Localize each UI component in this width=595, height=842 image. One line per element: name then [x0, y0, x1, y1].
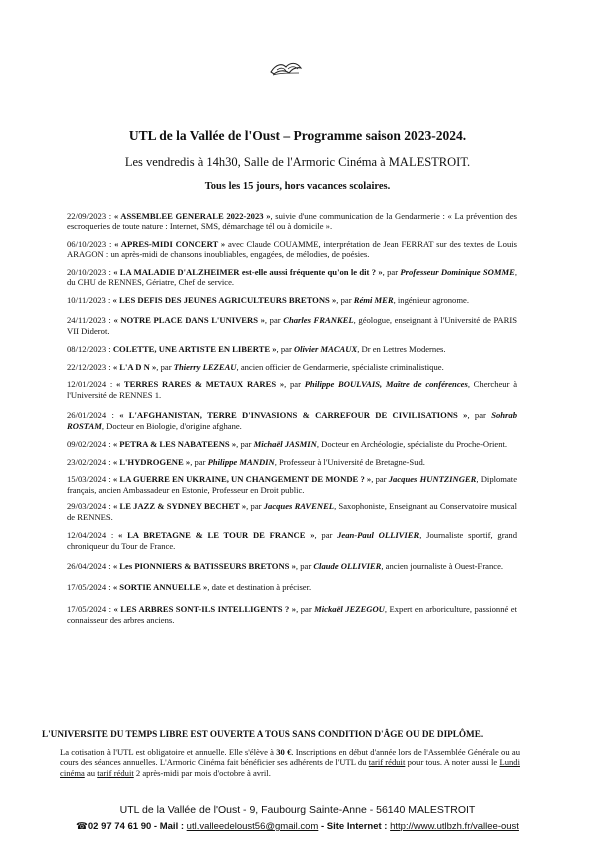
- footer-site-link[interactable]: http://www.utlbzh.fr/vallee-oust: [390, 821, 519, 832]
- membership-amount: 30 €: [276, 747, 292, 757]
- event-date: 15/03/2024 :: [67, 474, 111, 485]
- event-item: [67, 439, 517, 449]
- open-to-all-heading: L'UNIVERSITE DU TEMPS LIBRE EST OUVERTE A TOUS SANS CONDITION D'ÂGE OU DE DIPLÔME.: [42, 729, 484, 739]
- event-title: « L'AFGHANISTAN, TERRE D'INVASIONS & CARREFOUR DE CIVILISATIONS »: [119, 410, 468, 421]
- event-text: , par: [336, 294, 354, 305]
- event-date: 24/11/2023 :: [67, 315, 111, 326]
- event-details: , Docteur en Biologie, d'origine afghane.: [101, 420, 242, 431]
- event-speaker: Professeur Dominique SOMME: [400, 266, 515, 277]
- membership-text: . Inscriptions en début d'année lors de l'Assemblée Générale ou au cours des séances annuelles. L'Armoric Cinéma fait bénéficier ses adhérents de l'UTL du: [60, 747, 521, 768]
- event-details: , Chercheur à l'Université de RENNES 1.: [67, 379, 518, 400]
- lundi-cinema-text: Lundi cinéma: [60, 757, 520, 778]
- event-title: « NOTRE PLACE DANS L'UNIVERS »: [113, 315, 265, 326]
- event-item: [67, 604, 517, 625]
- event-text: , par: [295, 561, 314, 572]
- event-date: 22/09/2023 :: [67, 211, 112, 221]
- event-details: , ingénieur agronome.: [393, 294, 470, 305]
- event-text: , par: [276, 344, 294, 355]
- event-date: 10/11/2023 :: [67, 294, 111, 305]
- event-date: 22/12/2023 :: [67, 361, 111, 372]
- event-speaker: Rémi MER: [353, 294, 394, 305]
- membership-paragraph: [60, 747, 520, 778]
- event-title: « Les PIONNIERS & BATISSEURS BRETONS »: [112, 561, 296, 572]
- event-date: 23/02/2024 :: [67, 456, 111, 467]
- event-text: , par: [371, 474, 389, 485]
- event-details: , Diplomate français, ancien Ambassadeur en Estonie, Professeur en Droit public.: [67, 474, 518, 495]
- event-date: 17/05/2024 :: [67, 581, 111, 592]
- page-title: UTL de la Vallée de l'Oust – Programme saison 2023-2024.: [128, 128, 467, 143]
- event-speaker: Charles FRANKEL: [283, 315, 354, 326]
- event-item: [67, 457, 517, 467]
- event-date: 12/01/2024 :: [67, 379, 113, 390]
- event-text: , par: [284, 379, 305, 390]
- event-speaker: Sohrab ROSTAM: [67, 410, 517, 431]
- event-item: [67, 410, 517, 431]
- event-title: « L'A D N »: [112, 361, 157, 372]
- event-details: , suivie d'une communication de la Gendarmerie : « La prévention des escroqueries de toute nature : Internet, SMS, démarchage tél ou à domicile ».: [67, 211, 517, 232]
- event-title: « LA GUERRE EN UKRAINE, UN CHANGEMENT DE MONDE ? »: [112, 474, 372, 485]
- event-title: « LES DEFIS DES JEUNES AGRICULTEURS BRETONS »: [112, 294, 337, 305]
- event-date: 12/04/2024 :: [67, 530, 114, 541]
- events-list: [67, 211, 517, 625]
- event-date: 29/03/2024 :: [67, 501, 111, 512]
- event-text: , par: [236, 439, 254, 450]
- event-item: [67, 239, 517, 260]
- event-speaker: Olivier MACAUX: [293, 344, 358, 355]
- event-item: [67, 379, 517, 400]
- event-item: [67, 474, 517, 495]
- event-speaker: Philippe BOULVAIS, Maître de conférences: [304, 379, 468, 390]
- event-details: , date et destination à préciser.: [207, 581, 312, 592]
- utl-logo-icon: [268, 58, 304, 80]
- event-details: , Professeur à l'Université de Bretagne-Sud.: [274, 456, 425, 467]
- event-item: [67, 211, 517, 232]
- reduced-rate-text: tarif réduit: [97, 767, 134, 778]
- event-title: « L'HYDROGENE »: [112, 456, 191, 467]
- phone-icon: ☎: [76, 821, 88, 832]
- event-date: 20/10/2023 :: [67, 266, 111, 277]
- event-title: « LE JAZZ & SYDNEY BECHET »: [112, 501, 247, 512]
- event-speaker: Thierry LEZEAU: [173, 361, 237, 372]
- membership-text: au: [84, 767, 98, 778]
- event-item: [67, 582, 517, 592]
- event-text: , par: [156, 361, 174, 372]
- event-details: , du CHU de RENNES, Gériatre, Chef de service.: [67, 266, 518, 288]
- reduced-rate-text: tarif réduit: [368, 757, 406, 768]
- footer-address: UTL de la Vallée de l'Oust - 9, Faubourg Sainte-Anne - 56140 MALESTROIT: [119, 804, 476, 816]
- event-date: 26/01/2024 :: [67, 410, 114, 421]
- membership-text: La cotisation à l'UTL est obligatoire et annuelle. Elle s'élève à: [60, 747, 277, 757]
- event-title: COLETTE, UNE ARTISTE EN LIBERTE »: [112, 344, 277, 355]
- event-date: 08/12/2023 :: [67, 344, 111, 355]
- event-date: 26/04/2024 :: [67, 561, 111, 572]
- event-date: 09/02/2024 :: [67, 439, 111, 450]
- event-speaker: Philippe MANDIN: [207, 456, 275, 467]
- event-details: , Dr en Lettres Modernes.: [357, 344, 446, 355]
- event-title: « TERRES RARES & METAUX RARES »: [116, 379, 285, 390]
- event-item: [67, 295, 517, 305]
- event-date: 06/10/2023 :: [67, 238, 112, 249]
- event-details: , Expert en arboriculture, passionné et connaisseur des arbres anciens.: [67, 604, 518, 625]
- event-speaker: Claude OLLIVIER: [313, 561, 382, 572]
- event-title: « SORTIE ANNUELLE »: [112, 581, 208, 592]
- event-date: 17/05/2024 :: [67, 604, 112, 615]
- event-title: « LA MALADIE D'ALZHEIMER est-elle aussi fréquente qu'on le dit ? »: [113, 266, 383, 277]
- frequency-note: Tous les 15 jours, hors vacances scolaires.: [204, 181, 391, 192]
- event-details: , ancien journaliste à Ouest-France.: [381, 561, 504, 572]
- event-title: « PETRA & LES NABATEENS »: [112, 439, 237, 450]
- membership-text: pour tous. A noter aussi le: [405, 757, 500, 768]
- event-text: , par: [314, 530, 338, 541]
- event-title: « APRES-MIDI CONCERT »: [114, 238, 226, 249]
- event-item: [67, 362, 517, 372]
- event-text: , par: [467, 410, 492, 421]
- event-item: [67, 267, 517, 288]
- event-details: , Journaliste sportif, grand chroniqueur du Tour de France.: [67, 530, 517, 551]
- event-text: , par: [264, 315, 284, 326]
- event-item: [67, 501, 517, 522]
- event-speaker: Mickaël JEZEGOU: [314, 604, 385, 615]
- event-details: avec Claude COUAMME, interprétation de Jean FERRAT sur des textes de Louis ARAGON : un après-midi de chansons inoubliables, engagées, de mélodies, de poésies.: [67, 238, 518, 260]
- event-title: « LES ARBRES SONT-ILS INTELLIGENTS ? »: [113, 604, 297, 615]
- event-details: , Docteur en Archéologie, spécialiste du Proche-Orient.: [316, 439, 508, 450]
- footer-contact: [0, 821, 595, 833]
- page-subtitle: Les vendredis à 14h30, Salle de l'Armoric Cinéma à MALESTROIT.: [124, 155, 471, 169]
- event-item: [67, 561, 517, 571]
- event-speaker: Jean-Paul OLLIVIER: [337, 530, 420, 541]
- event-text: , par: [296, 604, 315, 615]
- event-item: [67, 530, 517, 551]
- event-title: « ASSEMBLEE GENERALE 2022-2023 »: [113, 211, 271, 221]
- footer-mail-label: - Mail :: [151, 821, 187, 832]
- event-details: , Saxophoniste, Enseignant au Conservatoire musical de RENNES.: [67, 501, 517, 522]
- event-details: , ancien officier de Gendarmerie, spécialiste criminalistique.: [236, 361, 444, 372]
- event-title: « LA BRETAGNE & LE TOUR DE FRANCE »: [118, 530, 315, 541]
- event-text: , par: [190, 456, 208, 467]
- footer-mail-link[interactable]: utl.valleedeloust56@gmail.com: [186, 821, 319, 832]
- event-text: , par: [246, 501, 264, 512]
- event-item: [67, 344, 517, 354]
- footer-site-label: - Site Internet :: [318, 821, 391, 832]
- footer-phone: 02 97 74 61 90: [87, 821, 152, 832]
- event-speaker: Jacques RAVENEL: [263, 501, 335, 512]
- event-details: , géologue, enseignant à l'Université de PARIS VII Diderot.: [67, 315, 518, 336]
- event-item: [67, 315, 517, 336]
- event-speaker: Michaël JASMIN: [253, 439, 317, 450]
- membership-text: 2 après-midi par mois d'octobre à avril.: [133, 767, 271, 778]
- event-speaker: Jacques HUNTZINGER: [388, 474, 477, 485]
- event-text: , par: [382, 266, 401, 277]
